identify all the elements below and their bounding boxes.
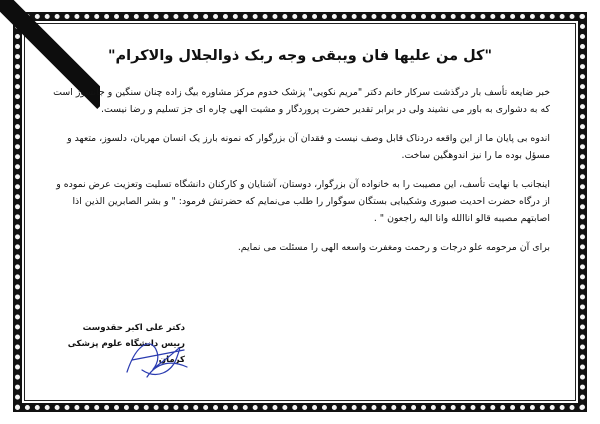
signer-name: دکتر علی اکبر حقدوست xyxy=(82,323,185,333)
handwritten-signature xyxy=(122,332,192,382)
paragraph-4: برای آن مرحومه علو درجات و رحمت ومغفرت واسعه الهی را مسئلت می نمایم. xyxy=(237,242,550,253)
letter-title: "کل من علیها فان ویبقی وجه ربک ذوالجلال والاکرام" xyxy=(107,48,493,64)
paragraph-2: اندوه بی پایان ما از این واقعه دردناک قابل وصف نیست و فقدان آن بزرگوار که نمونه بارز یک انسان مهربان، دلسوز، متعهد و مسؤل بوده ما را نیز اندوهگین ساخت. xyxy=(67,133,550,161)
paragraph-1: خبر ضایعه تأسف بار درگذشت سرکار خانم دکتر "مریم نکویی" پزشک خدوم مرکز مشاوره بیگ زاده چنان سنگین و جانسوز است که به دشواری به باور می نشیند ولی در برابر تقدیر حضرت پروردگار و مشیت الهی چاره ای جز تسلیم و رضا نیست. xyxy=(53,87,550,115)
paragraph-3: اینجانب با نهایت تأسف، این مصیبت را به خانواده آن بزرگوار، دوستان، آشنایان و کارکنان دانشگاه تسلیت وتعزیت عرض نموده و از درگاه حضرت احدیت صبوری وشکیبایی بستگان سوگوار را طلب می‌نمایم که حضرتش فرمود: " و بشر الصابرین الذین اذا اصابتهم مصیبه قالو اناالله وانا الیه راجعون " . xyxy=(56,179,550,224)
signer-position: رییس دانشگاه علوم پزشکی کرمان xyxy=(67,339,185,365)
